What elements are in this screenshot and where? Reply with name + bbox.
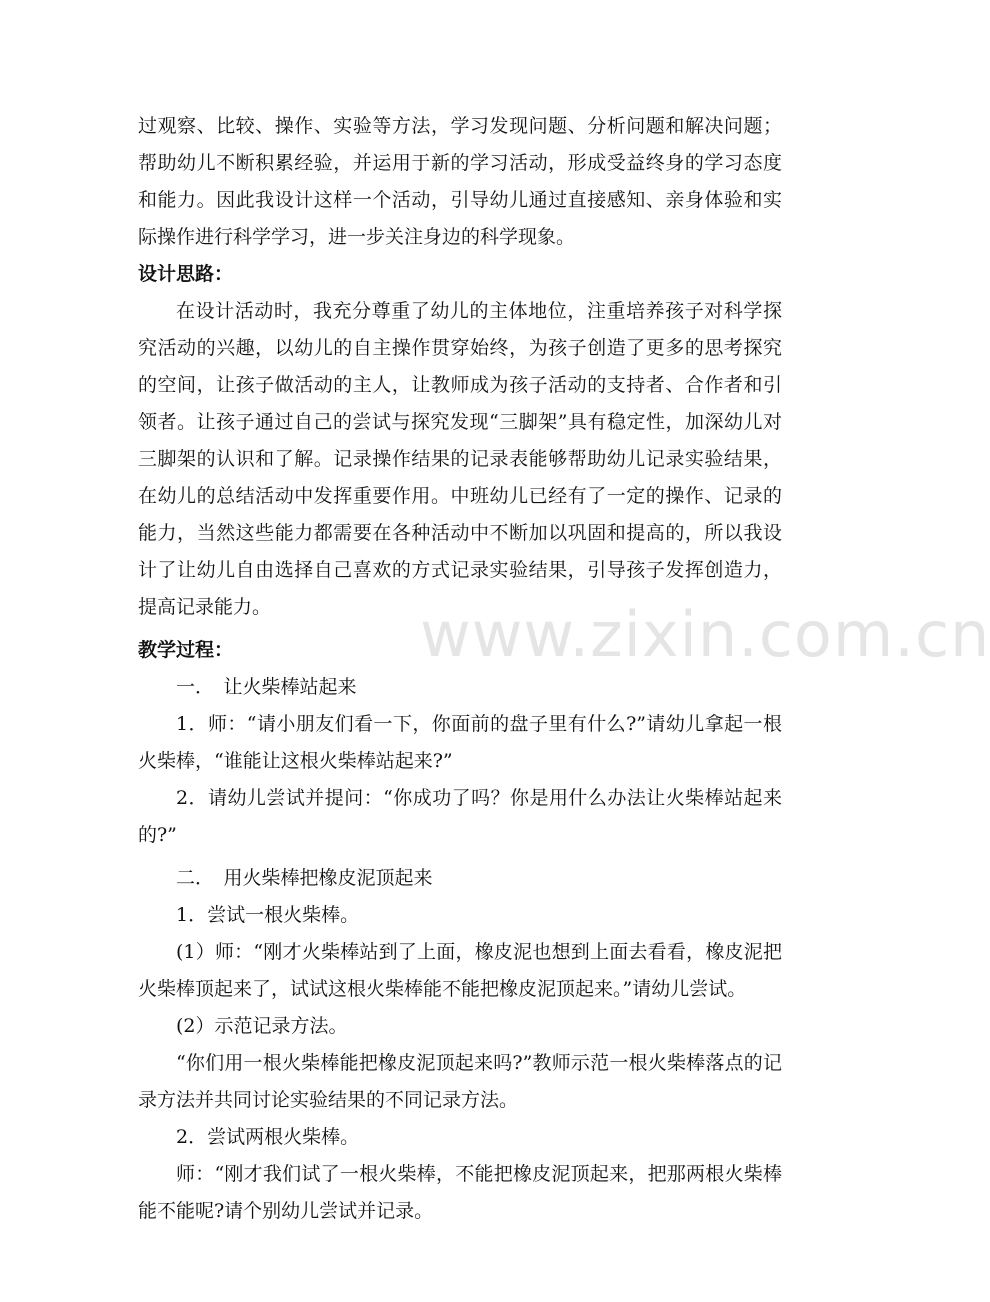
section1-item1: 1．师：“请小朋友们看一下，你面前的盘子里有什么?”请幼儿拿起一根火柴棒，“谁能让这根火柴棒站起来?” [138, 713, 782, 772]
section2-item2: 2．尝试两根火柴棒。 [176, 1126, 360, 1148]
section1-title: 一． 让火柴棒站起来 [176, 676, 357, 698]
section2-item2-text: 师：“刚才我们试了一根火柴棒，不能把橡皮泥顶起来，把那两根火柴棒能不能呢?请个别幼儿尝试并记录。 [138, 1163, 782, 1222]
section1-item2: 2．请幼儿尝试并提问：“你成功了吗？你是用什么办法让火柴棒站起来的?” [138, 787, 782, 846]
intro-paragraph: 过观察、比较、操作、实验等方法，学习发现问题、分析问题和解决问题；帮助幼儿不断积累经验，并运用于新的学习活动，形成受益终身的学习态度和能力。因此我设计这样一个活动，引导幼儿通过直接感知、亲身体验和实际操作进行科学学习，进一步关注身边的科学现象。 [138, 115, 782, 248]
watermark-text: www.zixin.com.cn [420, 598, 990, 671]
document-page [138, 108, 782, 1230]
section2-item1-sub2: (2）示范记录方法。 [176, 1015, 348, 1037]
section2-item1-sub2-text: “你们用一根火柴棒能把橡皮泥顶起来吗?”教师示范一根火柴棒落点的记录方法并共同讨论实验结果的不同记录方法。 [138, 1052, 782, 1111]
section2-title: 二． 用火柴棒把橡皮泥顶起来 [176, 867, 433, 889]
section2-item1-sub1: (1）师：“刚才火柴棒站到了上面，橡皮泥也想到上面去看看，橡皮泥把火柴棒顶起来了，试试这根火柴棒能不能把橡皮泥顶起来。”请幼儿尝试。 [138, 941, 782, 1000]
section2-item1: 1．尝试一根火柴棒。 [176, 904, 360, 926]
design-paragraph: 在设计活动时，我充分尊重了幼儿的主体地位，注重培养孩子对科学探究活动的兴趣，以幼儿的自主操作贯穿始终，为孩子创造了更多的思考探究的空间，让孩子做活动的主人，让教师成为孩子活动的支持者、合作者和引领者。让孩子通过自己的尝试与探究发现“三脚架”具有稳定性，加深幼儿对三脚架的认识和了解。记录操作结果的记录表能够帮助幼儿记录实验结果，在幼儿的总结活动中发挥重要作用。中班幼儿已经有了一定的操作、记录的能力，当然这些能力都需要在各种活动中不断加以巩固和提高的，所以我设计了让幼儿自由选择自己喜欢的方式记录实验结果，引导孩子发挥创造力，提高记录能力。 [138, 300, 782, 618]
process-heading: 教学过程： [138, 639, 234, 661]
design-heading: 设计思路： [138, 263, 234, 285]
